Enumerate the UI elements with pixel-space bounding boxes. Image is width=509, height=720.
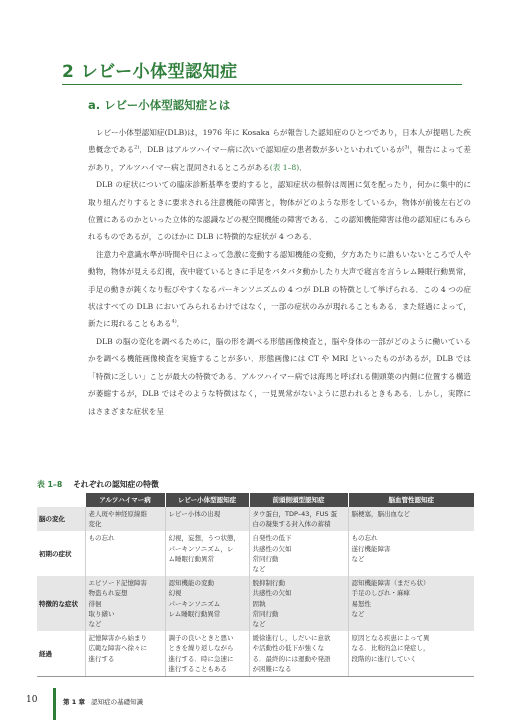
chapter-heading [62,57,462,82]
table-cell-line: など [351,609,365,618]
page-number: 10 [26,695,38,705]
table-cell [85,507,165,531]
body-text-segment: DLB の症状についての臨床診断基準を要約すると，認知症状の根幹は周囲に気を配ったり，何かに集中的に取り組んだりするときに要求される注意機能の障害と，物体がどのような形をしているか，物体が前後左右どの位置にあるのかといった立体的な認識などの視空間機能の障害である．この認知機能障害は他の認知症にもみられるものであるが，このほかに DLB に特徴的な症状が 4 つある． [88,180,471,242]
reference-marker: 2) [134,144,140,151]
table-cell-line: 易怒性 [351,599,371,608]
body-text-segment: ，報告によって差があり，アルツハイマー病と混同されるところがある [88,145,472,172]
table-cell-line: 調子の良いときと悪い [168,634,234,643]
table-row-label: 脳の変化 [37,507,85,531]
table-cell [249,531,348,576]
table-cell-line: など [252,565,266,574]
table-cell [165,576,249,631]
table-cell-line: 白の凝集する封入体の蓄積 [252,520,331,529]
table-cell-line: 取り繕い [88,609,115,618]
table-cell-line: 段階的に進行していく [351,654,417,663]
chapter-title: レビー小体型認知症 [80,62,238,82]
table-header-corner [37,493,85,507]
table-cell-line: 徘徊 [88,599,102,608]
table-cell-line: 認知機能の変動 [168,579,214,588]
table-cell-line: レム睡眠行動異常 [168,609,221,618]
table-caption-number: 表 1–8 [37,480,63,489]
table-row [37,576,474,631]
table-cell [85,576,165,631]
table-row-label: 経過 [37,631,85,676]
table-cell [165,507,249,531]
table-cell-line: 原因となる疾患によって異 [351,634,430,643]
table-reference: (表 1–8) [269,162,300,172]
table-header-ftd: 前頭側頭型認知症 [249,493,348,507]
table-cell-line: 遂行機能障害 [351,544,391,553]
table-cell [249,576,348,631]
table-cell-line: 幻視 [168,589,182,598]
table-body [37,507,474,677]
table-cell-line: レビー小体の出現 [168,510,221,518]
body-text-segment: ． [176,319,185,329]
section-heading [88,97,448,113]
section-title: レビー小体型認知症とは [104,98,231,112]
table-header-vascular: 脳血管性認知症 [348,493,474,507]
table-cell-line: 共感性の欠如 [252,544,292,553]
table-cell-line: ム睡眠行動異常 [168,554,214,563]
table-cell-line: 進行する [88,654,115,663]
body-text [88,124,471,420]
body-text-segment: 注意力や意識水準が時間や日によって急激に変動する認知機能の変動，夕方あたりに誰もいないところで人や動物，物体が見える幻視，夜中寝ているときに手足をバタバタ動かしたり大声で寝言を言うレム睡眠行動異常，手足の動きが鈍くなり転びやすくなるパーキンソニズムの 4 つが DLB の特徴として挙げられる．この 4 つの症状はすべての DLB においてみられるわけではなく，一部の症状のみが現れることもある．また経過によって，新たに現れることもある [88,249,471,329]
table-cell [348,531,474,576]
chapter-number: 2 [62,62,75,82]
table-cell-line: エピソード記憶障害 [88,579,147,588]
table-cell-line: 老人斑や神経原線維 [88,510,147,518]
table-cell-line: パーキンソニズム，レ [168,544,234,553]
table-cell [348,631,474,676]
table-cell-line: る．最終的には運動や発語 [252,654,331,663]
table-caption-title: それぞれの認知症の特徴 [72,480,159,489]
reference-marker: 3) [404,144,410,151]
table-cell-line: もの忘れ [88,534,115,543]
body-text-segment: ． [299,162,307,172]
table-cell-line: 進行する．時に急速に [168,654,234,663]
body-paragraph [88,176,471,246]
section-label: a. [88,98,101,112]
table-cell-line: 脳梗塞，脳出血など [351,510,410,518]
table-cell [348,507,474,531]
reference-marker: 4) [171,318,177,325]
table-cell [348,576,474,631]
table-cell-line: 緩徐進行し，しだいに意欲 [252,634,331,643]
table-cell-line: 手足のしびれ・麻痺 [351,589,410,598]
table-row-label: 初期の症状 [37,531,85,576]
table-cell [249,507,348,531]
table-cell-line: タウ蛋白，TDP–43，FUS 蛋 [252,510,338,518]
table-header-alzheimer: アルツハイマー病 [85,493,165,507]
table-header-dlb: レビー小体型認知症 [165,493,249,507]
table-cell-line: 記憶障害から始まり [88,634,147,643]
table-row [37,531,474,576]
table-cell-line: 常同行動 [252,609,279,618]
footer-chapter [63,697,143,706]
table-cell [165,531,249,576]
table-row [37,631,474,676]
body-paragraph [88,124,471,176]
table-cell-line: 共感性の欠如 [252,589,292,598]
table-cell-line: 脱抑制行動 [252,579,285,588]
footer-accent-bar [53,688,56,720]
body-text-segment: レビー小体型認知症(DLB)は，1976 年に Kosaka らが報告した認知症のひとつであり，日本人が提唱した疾患概念である [88,128,471,155]
table-header-row [37,493,474,507]
table-cell-line: が困難になる [252,664,292,673]
table-cell-line: ときを繰り返しながら [168,644,234,653]
table-cell-line: 幻視，妄想，うつ状態， [168,534,240,543]
body-text-segment: DLB の脳の変化を調べるために，脳の形を調べる形態画像検査と，脳や身体の一部がどのように働いているかを調べる機能画像検査を実施することが多い．形態画像には CT や MRI といったものがあるが，DLB では「特徴に乏しい」ことが最大の特徴である．アルツハイマー病では海馬と呼ばれる側頭葉の内側に位置する構造が萎縮するが，DLB ではそのような特徴はなく，一見異常がないように思われるときもある．しかし，実際にはさまざまな症状を呈 [88,336,471,416]
comparison-table [37,493,474,677]
body-paragraph [88,246,471,333]
table-row-label: 特徴的な症状 [37,576,85,631]
table-cell-line: など [351,554,365,563]
table-cell [85,531,165,576]
table-caption [37,479,337,490]
table-cell-line: など [252,620,266,629]
table-cell-line: 変化 [88,520,102,529]
table-cell-line: パーキンソニズム [168,599,221,608]
body-paragraph [88,333,471,420]
table-cell [85,631,165,676]
table-cell-line: 固執 [252,599,266,608]
footer-chapter-title: 認知症の基礎知識 [91,698,144,706]
table-cell-line: 自発性の低下 [252,534,292,543]
table-cell [165,631,249,676]
table-cell-line: など [88,620,102,629]
table-cell-line: 物盗られ妄想 [88,589,128,598]
table-cell-line: 広範な障害へ徐々に [88,644,147,653]
table-cell-line: や活動性の低下が強くな [252,644,324,653]
table-row [37,507,474,531]
table-cell-line: なる．比較的急に発症し， [351,644,430,653]
table-cell-line: 常同行動 [252,554,279,563]
body-text-segment: ．DLB はアルツハイマー病に次いで認知症の患者数が多いといわれているが [139,145,405,155]
table-cell-line: 進行することもある [168,664,227,673]
table-cell-line: 認知機能障害（まだら状） [351,579,430,588]
footer-chapter-label: 第 1 章 [63,698,86,706]
table-cell [249,631,348,676]
chapter-rule [62,84,462,85]
table-cell-line: もの忘れ [351,534,378,543]
